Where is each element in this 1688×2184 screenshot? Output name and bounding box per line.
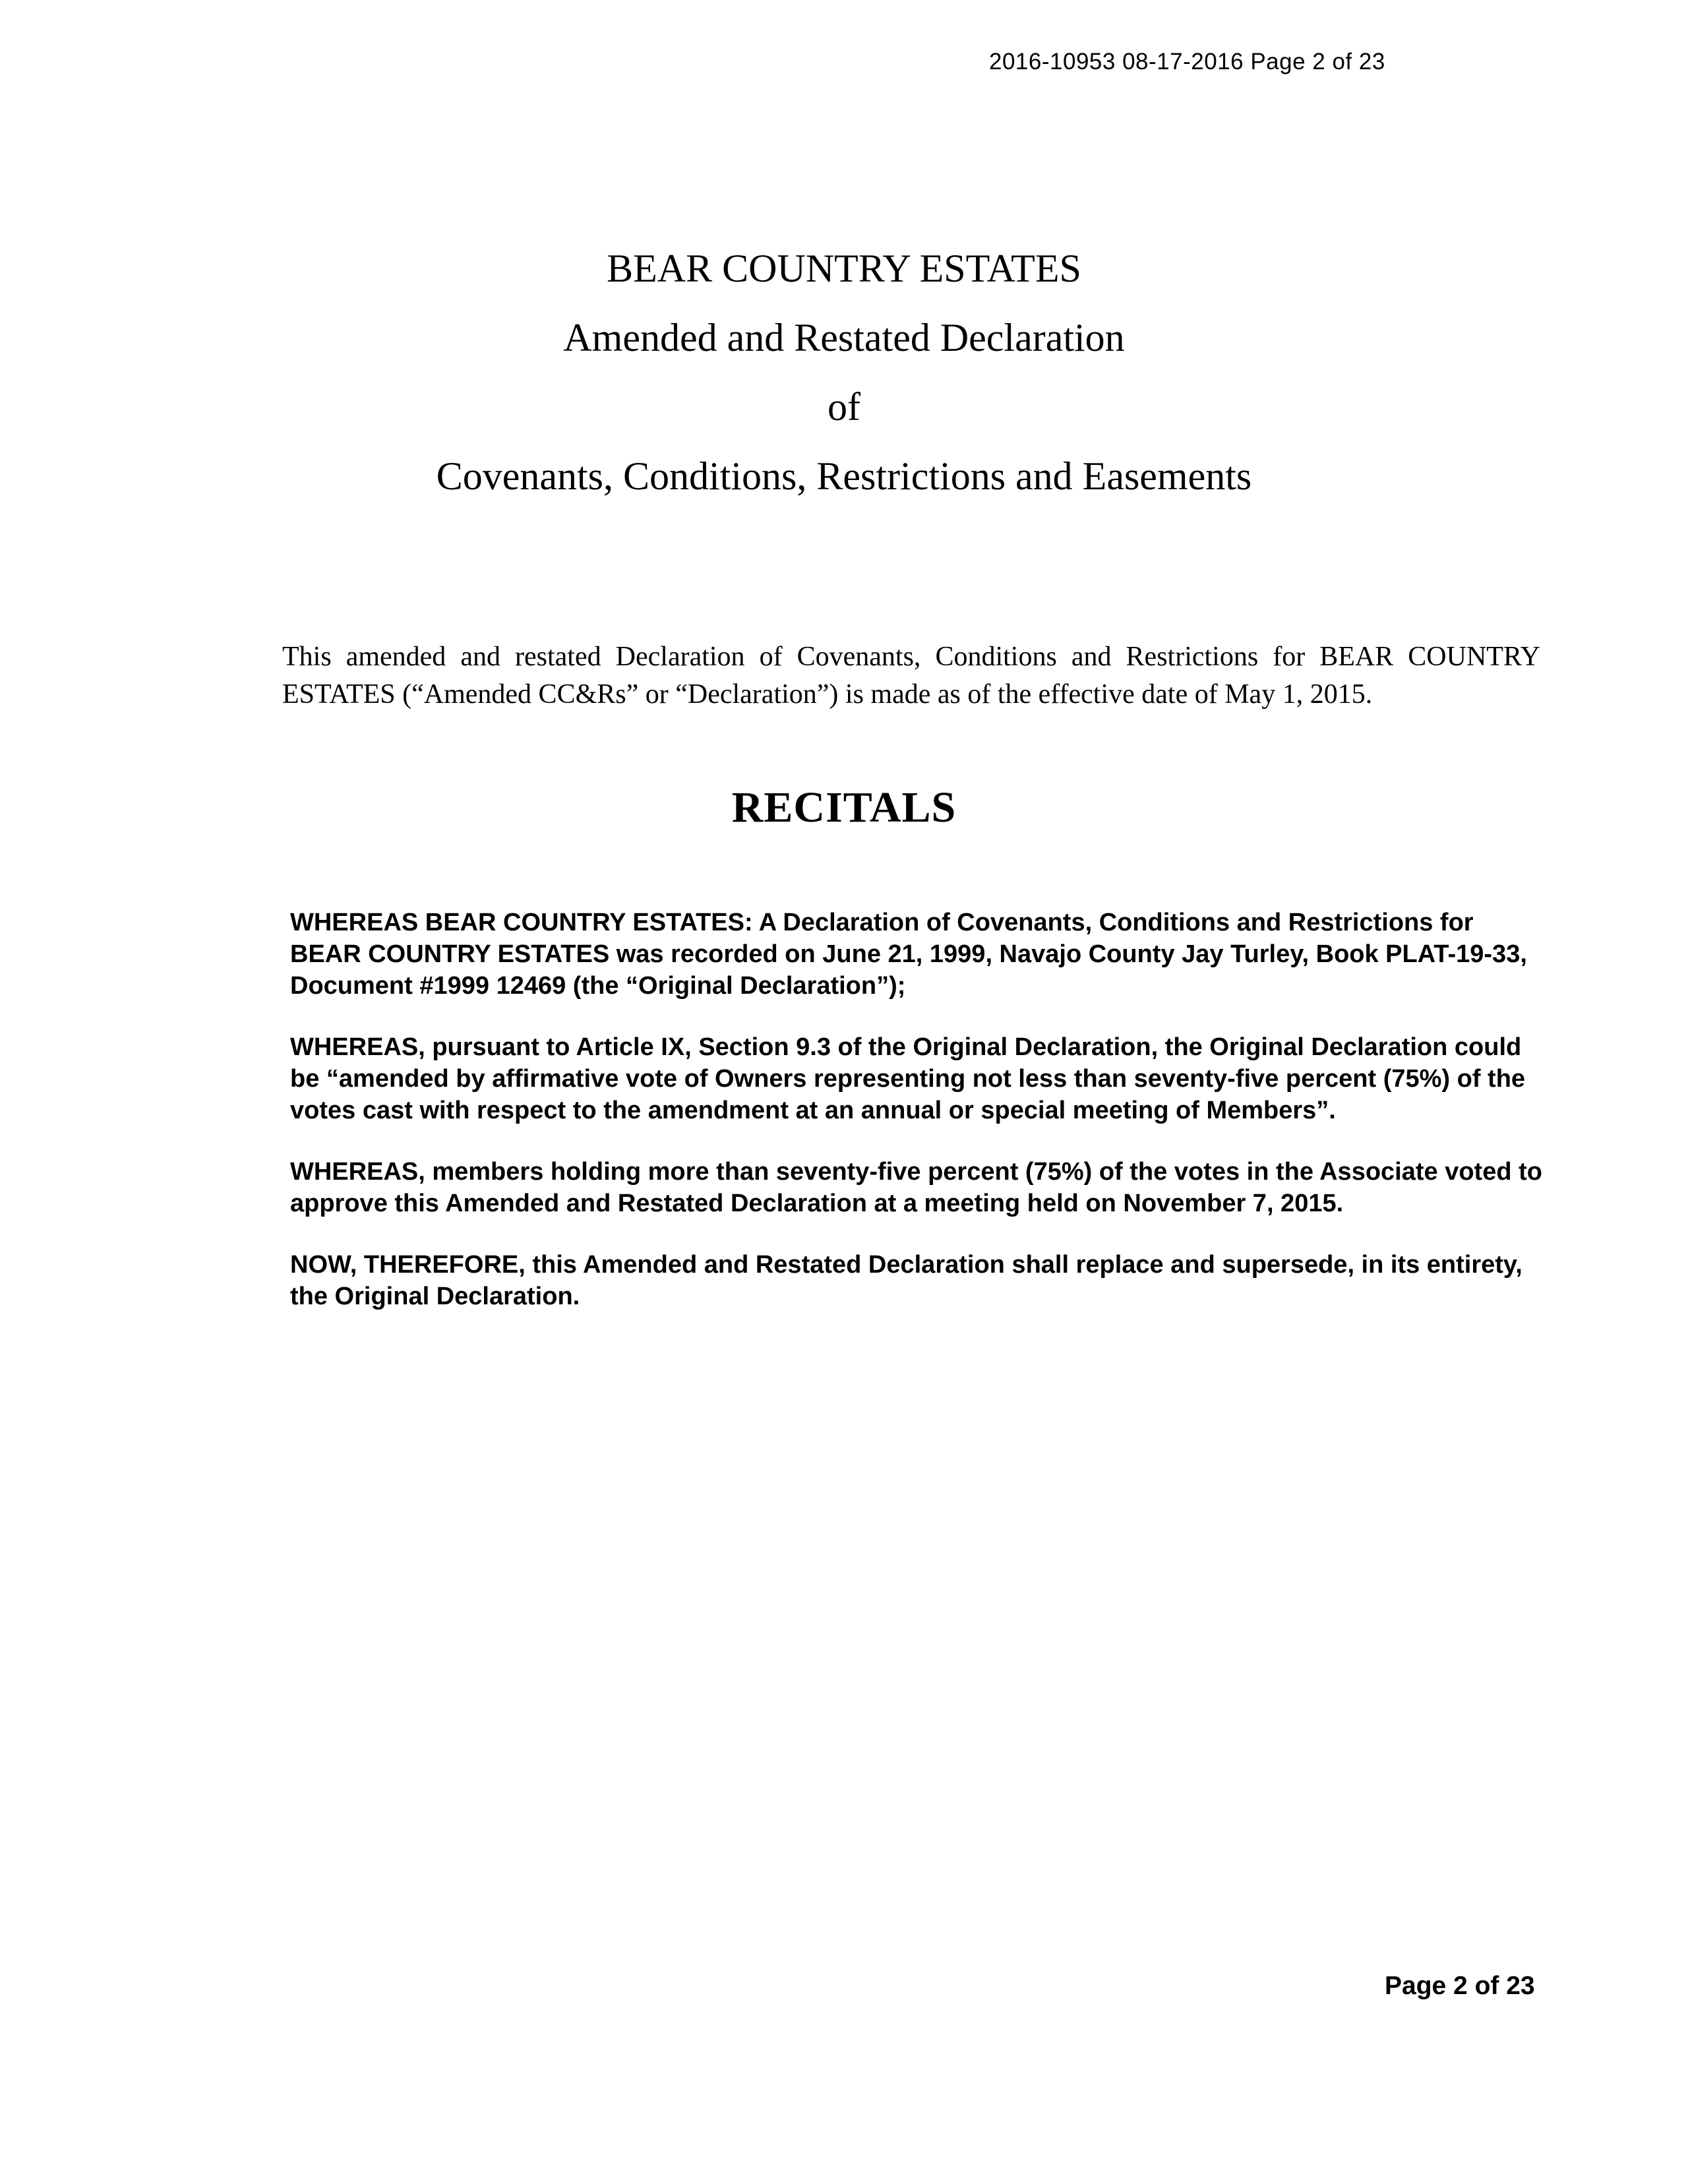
recital-paragraph: WHEREAS, pursuant to Article IX, Section 9.3 of the Original Declaration, the Original Declaration could be “amended by affirmative vote of Owners representing not less than seventy-five percent (75%) of the votes cast with respect to the amendment at an annual or special meeting of Members”. [290, 1033, 1526, 1124]
intro-paragraph: This amended and restated Declaration of Covenants, Conditions and Restrictions for BEAR COUNTRY ESTATES (“Amended CC&Rs” or “Declaration”) is made as of the effective date of May 1, 2015. [282, 642, 1540, 710]
recital-paragraph: NOW, THEREFORE, this Amended and Restated Declaration shall replace and supersede, in its entirety, the Original Declaration. [290, 1251, 1522, 1310]
title-line-project: BEAR COUNTRY ESTATES [607, 247, 1081, 290]
title-line-declaration: Amended and Restated Declaration [563, 316, 1125, 359]
title-line-of: of [828, 385, 860, 429]
page-number: Page 2 of 23 [1385, 1972, 1535, 2000]
recitals-heading: RECITALS [731, 783, 957, 832]
document-title [0, 234, 1688, 511]
recording-stamp: 2016-10953 08-17-2016 Page 2 of 23 [989, 49, 1385, 75]
title-line-covenants: Covenants, Conditions, Restrictions and Easements [436, 454, 1252, 498]
recital-paragraph: WHEREAS BEAR COUNTRY ESTATES: A Declaration of Covenants, Conditions and Restrictions for BEAR COUNTRY ESTATES was recorded on June 21, 1999, Navajo County Jay Turley, Book PLAT-19-33, Document #1999 12469 (the “Original Declaration”); [290, 909, 1527, 1000]
recitals-section [290, 907, 1550, 1342]
recital-paragraph: WHEREAS, members holding more than seventy-five percent (75%) of the votes in the Associate voted to approve this Amended and Restated Declaration at a meeting held on November 7, 2015. [290, 1158, 1542, 1217]
